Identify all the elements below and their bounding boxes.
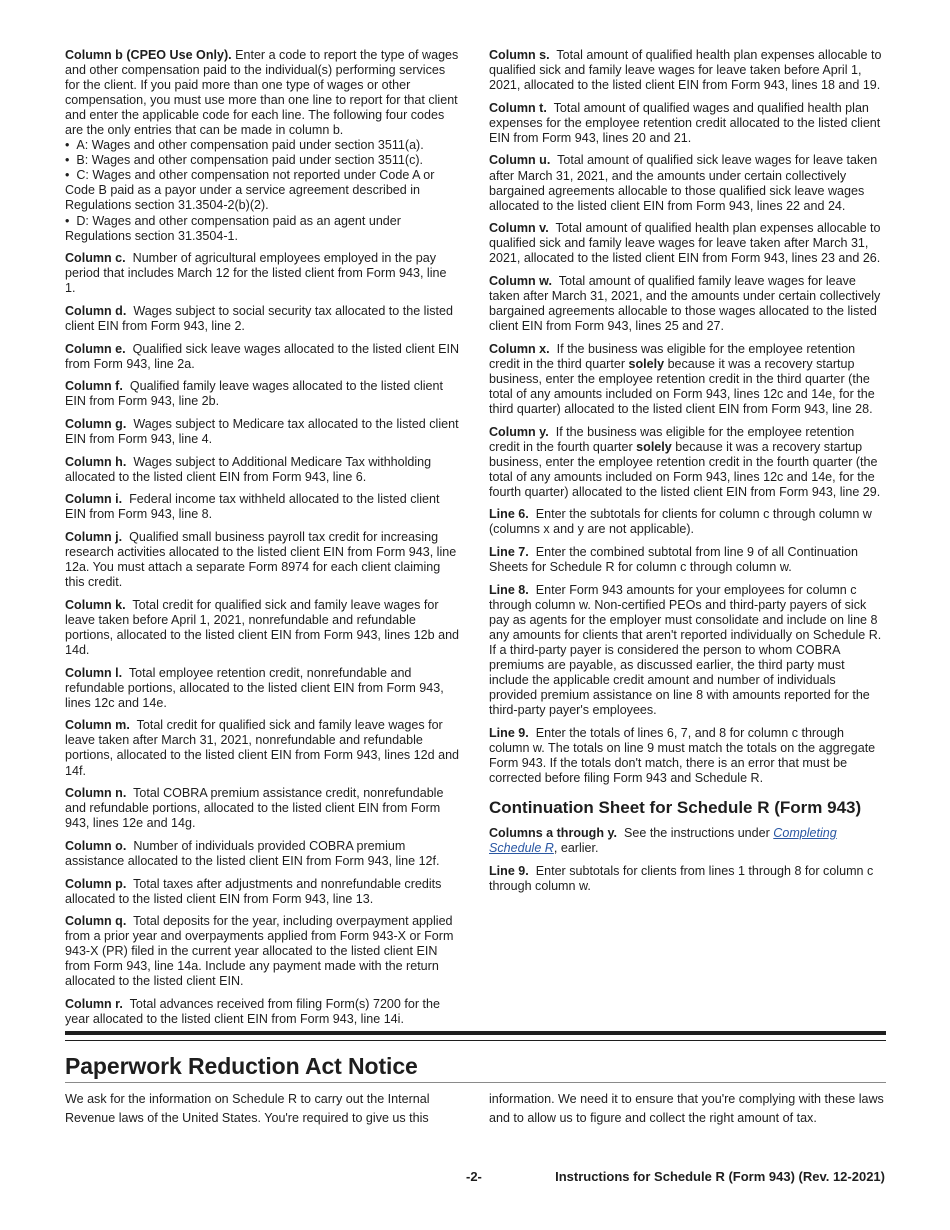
entry-text: Wages subject to Additional Medicare Tax withholding allocated to the listed client EIN from Form 943, line 6. [65,454,432,484]
entry-text: If the business was eligible for the employee retention credit in the fourth quarter [489,424,855,454]
entry-label: Column l. [65,665,123,680]
entry-label: Line 7. [489,545,529,560]
entry-text: Enter subtotals for clients from lines 1 through 8 for column c through column w. [489,863,874,893]
entry-text: Qualified small business payroll tax credit for increasing research activities allocated to the listed client EIN from Form 943, line 12a. You must attach a separate Form 8974 for each client claiming this credit. [65,530,457,590]
entry-text: If the business was eligible for the employee retention credit in the third quarter [489,341,856,371]
bullet-text: D: Wages and other compensation paid as an agent under Regulations section 31.3504-1. [65,213,401,243]
entry-text: Federal income tax withheld allocated to the listed client EIN from Form 943, line 8. [65,492,440,522]
entry-text: Enter Form 943 amounts for your employees for column c through column w. Non-certified PEOs and third-party payers of sick pay as agents for the employer must consolidate and include on line 8 any amounts for clients that aren't reported individually on Schedule R. If a third-party payer is considered the person to whom COBRA premiums are payable, as discussed earlier, the third party must include the applicable credit amount and number of individuals provided premium assistance on line 8 with amounts reported for the third-party payer's employees. [489,582,882,718]
entry-label: Column o. [65,838,127,853]
column-k-entry [65,598,460,658]
continuation-line-9-entry [489,864,887,894]
entry-text: Total COBRA premium assistance credit, nonrefundable and refundable portions, allocated to the listed client EIN from Form 943, lines 12e and 14g. [65,786,444,831]
entry-label: Column r. [65,997,123,1012]
bullet-text: B: Wages and other compensation paid under section 3511(c). [76,153,424,168]
bullet-item: • A: Wages and other compensation paid under section 3511(a). [65,138,424,153]
entry-label: Column b (CPEO Use Only). [65,48,232,62]
entry-text: , earlier. [553,841,599,856]
column-v-entry [489,221,887,266]
column-d-entry [65,304,460,334]
entry-text: Enter the subtotals for clients for column c through column w (columns x and y are not applicable). [489,507,872,537]
entry-text: because it was a recovery startup business, enter the employee retention credit in the third quarter (the total of any amounts included on Form 943, lines 12c and 14e, for the third quarter) allocated to the listed client EIN from Form 943, line 28. [489,356,875,416]
entry-text: Enter the totals of lines 6, 7, and 8 for column c through column w. The totals on line 9 must match the totals on the aggregate Form 943. If the totals don't match, there is an error that must be corrected before filing Form 943 and Schedule R. [489,725,876,785]
entry-label: Column k. [65,597,126,612]
line-9-entry [489,726,887,786]
entry-text: Wages subject to social security tax allocated to the listed client EIN from Form 943, line 2. [65,303,453,333]
column-r-entry [65,997,460,1027]
footer-document-title: Instructions for Schedule R (Form 943) (Rev. 12-2021) [555,1169,885,1184]
entry-label: Column w. [489,273,552,288]
column-w-entry [489,274,887,334]
entry-label: Line 9. [489,863,529,878]
left-column [65,48,460,1035]
entry-label: Columns a through y. [489,826,618,840]
entry-label: Column u. [489,153,551,168]
column-p-entry [65,877,460,907]
column-l-entry [65,666,460,711]
entry-text: Total deposits for the year, including overpayment applied from a prior year and overpayments applied from Form 943-X or Form 943-X (PR) filed in the current year allocated to the listed client EIN from Form 943, line 14a. Include any payment made with the return allocated to the listed client EIN. [65,914,454,989]
heading-underline [65,1082,886,1083]
entry-text: Number of individuals provided COBRA premium assistance allocated to the listed client EIN from Form 943, line 12f. [65,838,440,868]
entry-text: Enter a code to report the type of wages and other compensation paid to the individual(s) performing services for the client. If you paid more than one type of wages or other compensation, you must use more than one line to report for that client and enter the applicable code for each line. The following four codes are the only entries that can be made in column b. [65,48,459,138]
entry-label: Column c. [65,251,126,266]
entry-label: Column m. [65,718,130,733]
line-7-entry [489,545,887,575]
bullet-item: • D: Wages and other compensation paid as an agent under Regulations section 31.3504-1. [65,213,401,243]
page-number: -2- [466,1169,482,1184]
column-i-entry [65,492,460,522]
column-h-entry [65,455,460,485]
paperwork-reduction-heading: Paperwork Reduction Act Notice [65,1053,418,1079]
entry-label: Column j. [65,530,123,545]
entry-label: Column s. [489,48,550,62]
entry-text: Total taxes after adjustments and nonrefundable credits allocated to the listed client EIN from Form 943, line 13. [65,876,442,906]
entry-text: Wages subject to Medicare tax allocated to the listed client EIN from Form 943, line 4. [65,417,459,447]
entry-text: Total employee retention credit, nonrefundable and refundable portions, allocated to the listed client EIN from Form 943, lines 12c and 14e. [65,665,444,710]
bullet-item: • B: Wages and other compensation paid under section 3511(c). [65,153,424,168]
bullet-text: A: Wages and other compensation paid under section 3511(a). [76,138,424,153]
column-s-entry [489,48,887,93]
column-c-entry [65,251,460,296]
entry-text: Total amount of qualified health plan expenses allocable to qualified sick and family leave wages for leave taken before April 1, 2021, allocated to the listed client EIN from Form 943, lines 18 and 19. [489,48,882,93]
entry-text: Enter the combined subtotal from line 9 of all Continuation Sheets for Schedule R for column c through column w. [489,545,858,575]
entry-label: Column q. [65,914,127,929]
entry-label: Column n. [65,786,127,801]
entry-text: Total amount of qualified family leave wages for leave taken after March 31, 2021, and the amounts under certain collectively bargained agreements allocable to those wages allocated to the listed client EIN from Form 943, lines 25 and 27. [489,273,881,334]
continuation-sheet-heading: Continuation Sheet for Schedule R (Form 943) [489,798,862,817]
column-e-entry [65,342,460,372]
entry-label: Column i. [65,492,123,507]
column-m-entry [65,718,460,778]
entry-label: Column t. [489,100,547,115]
entry-label: Column e. [65,341,126,356]
entry-emphasis: solely [628,356,665,371]
entry-text: Number of agricultural employees employed in the pay period that includes March 12 for the listed client from Form 943, line 1. [65,251,447,296]
column-n-entry [65,786,460,831]
entry-text: Total advances received from filing Form(s) 7200 for the year allocated to the listed client EIN from Form 943, line 14i. [65,997,440,1027]
entry-label: Column f. [65,379,123,394]
column-g-entry [65,417,460,447]
entry-label: Line 6. [489,507,529,522]
right-column [489,48,887,901]
column-x-entry [489,342,887,417]
entry-text: See the instructions under [624,826,770,840]
entry-label: Column h. [65,454,127,469]
entry-text: because it was a recovery startup business, enter the employee retention credit in the fourth quarter (the total of any amounts included on Form 943, lines 12c and 14e, for the fourth quarter) allocated to the listed client EIN from Form 943, line 29. [489,439,881,499]
column-t-entry [489,101,887,146]
column-q-entry [65,914,460,989]
entry-text: Total amount of qualified health plan expenses allocable to qualified sick and family leave wages for leave taken after March 31, 2021, allocated to the listed client EIN from Form 943, lines 23 and 26. [489,221,881,266]
line-6-entry [489,507,887,537]
column-j-entry [65,530,460,590]
entry-text: Total amount of qualified wages and qualified health plan expenses for the employee retention credit allocated to the listed client EIN from Form 943, lines 20 and 21. [489,100,881,145]
entry-label: Column x. [489,341,550,356]
entry-text: Total credit for qualified sick and family leave wages for leave taken before April 1, 2021, nonrefundable and refundable portions, allocated to the listed client EIN from Form 943, lines 12b and 14d. [65,597,460,657]
column-f-entry [65,379,460,409]
section-divider-thick [65,1031,886,1035]
entry-label: Column g. [65,417,127,431]
section-divider-thin [65,1040,886,1041]
entry-label: Column v. [489,221,549,236]
entry-emphasis: solely [636,439,672,454]
columns-a-through-y-entry [489,826,887,856]
entry-text: Total credit for qualified sick and family leave wages for leave taken after March 31, 2021, nonrefundable and refundable portions, allocated to the listed client EIN from Form 943, lines 12d and 14f. [65,718,460,778]
line-8-entry [489,583,887,718]
bullet-item: • C: Wages and other compensation not reported under Code A or Code B paid as a payor under a service agreement described in Regulations section 31.3504-2(b)(2). [65,168,435,213]
entry-label: Line 8. [489,582,529,597]
entry-label: Line 9. [489,725,529,740]
column-b-entry [65,48,460,138]
entry-text: Qualified sick leave wages allocated to the listed client EIN from Form 943, line 2a. [65,341,460,371]
entry-label: Column y. [489,424,549,439]
column-y-entry [489,425,887,500]
bullet-text: C: Wages and other compensation not reported under Code A or Code B paid as a payor under a service agreement described in Regulations section 31.3504-2(b)(2). [65,168,435,213]
entry-label: Column p. [65,876,127,891]
entry-text: Total amount of qualified sick leave wages for leave taken after March 31, 2021, and the amounts under certain collectively bargained agreements allocable to those qualified sick leave wages allocated to the listed client EIN from Form 943, lines 22 and 24. [489,153,878,213]
entry-label: Column d. [65,303,127,318]
completing-schedule-r-link[interactable]: Completing Schedule R [489,826,837,856]
entry-text: Qualified family leave wages allocated to the listed client EIN from Form 943, line 2b. [65,379,443,409]
pra-text-right: information. We need it to ensure that you're complying with these laws and to allow us to figure and collect the right amount of tax. [489,1092,884,1125]
column-o-entry [65,839,460,869]
column-u-entry [489,153,887,213]
pra-text-left: We ask for the information on Schedule R to carry out the Internal Revenue laws of the United States. You're required to give us this [65,1092,430,1125]
